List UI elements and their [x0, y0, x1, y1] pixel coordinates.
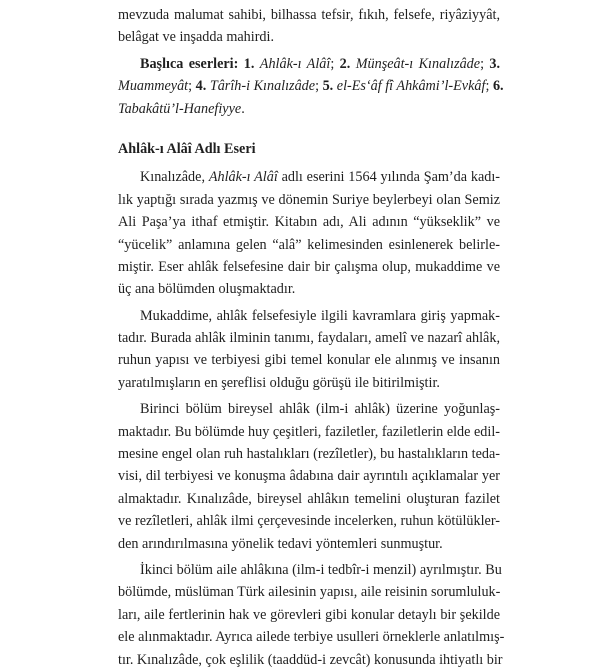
work-title: el-Es‘âf fî Ahkâmi’l-Evkâf	[336, 78, 486, 95]
paragraph-line: ları, aile fertlerinin hak ve görevleri gibi konular detaylı bir şekilde	[118, 606, 500, 623]
paragraph-line: Kınalızâde, Ahlâk-ı Alâî adlı eserini 1564 yılında Şam’da kadı-	[140, 169, 501, 186]
works-line: Muammeyât; 4. Târîh-i Kınalızâde; 5. el-Es‘âf fî Ahkâmi’l-Evkâf; 6.	[118, 78, 504, 95]
intro-line: mevzuda malumat sahibi, bilhassa tefsir, fıkıh, felsefe, riyâziyyât,	[118, 7, 500, 23]
work-title: Ahlâk-ı Alâî	[259, 55, 331, 72]
work-title: Tabakâtü’l-Hanefiyye	[118, 100, 242, 117]
intro-line: belâgat ve inşadda mahirdi.	[118, 29, 275, 46]
paragraph-line: mesine engel olan ruh hastalıkları (rezîletler), bu hastalıkların teda-	[118, 446, 500, 463]
works-label: Başlıca eserleri:	[140, 55, 239, 72]
paragraph-line: İkinci bölüm aile ahlâkına (ilm-i tedbîr-i menzil) ayrılmıştır. Bu	[140, 561, 502, 578]
paragraph-line: den arındırılmasına yönelik tedavi yöntemleri sunmuştur.	[118, 535, 443, 552]
paragraph-line: lık yaptığı sırada yazmış ve dönemin Suriye beylerbeyi olan Semiz	[118, 191, 500, 208]
paragraph-line: miştir. Eser ahlâk felsefesine dair bir çalışma olup, mukaddime ve	[118, 258, 500, 275]
work-title: Târîh-i Kınalızâde	[209, 78, 316, 95]
paragraph-line: ele alınmaktadır. Ayrıca ailede terbiye usulleri örneklerle anlatılmış-	[118, 629, 505, 646]
paragraph-line: tadır. Burada ahlâk ilminin tanımı, faydaları, amelî ve nazarî ahlâk,	[118, 330, 500, 347]
work-title: Muammeyât	[118, 78, 189, 95]
paragraph-line: almaktadır. Kınalızâde, bireysel ahlâkın temelini oluşturan fazilet	[118, 490, 500, 507]
section-heading: Ahlâk-ı Alâî Adlı Eseri	[118, 140, 256, 157]
works-line: Başlıca eserleri: 1. Ahlâk-ı Alâî; 2. Münşeât-ı Kınalızâde; 3.	[140, 55, 501, 72]
paragraph-line: Birinci bölüm bireysel ahlâk (ilm-i ahlâk) üzerine yoğunlaş-	[140, 401, 500, 418]
paragraph-line: tır. Kınalızâde, çok eşlilik (taaddüd-i zevcât) konusunda ihtiyatlı bir	[118, 651, 503, 668]
paragraph-line: ruhun yapısı ve terbiyesi gibi temel konular ele alınmış ve insanın	[118, 352, 500, 369]
paragraph-line: yaratılmışların en şereflisi olduğu görüşü ile bitirilmiştir.	[118, 374, 440, 391]
paragraph-line: üç ana bölümden oluşmaktadır.	[118, 281, 296, 298]
works-line: Tabakâtü’l-Hanefiyye.	[118, 100, 245, 117]
paragraph-line: maktadır. Bu bölümde huy çeşitleri, faziletler, faziletlerin elde edil-	[118, 423, 500, 440]
paragraph-line: visi, dil terbiyesi ve konuşma âdabına dair ayrıntılı açıklamalar yer	[118, 468, 500, 485]
paragraph-line: “yücelik” anlamına gelen “alâ” kelimesinden esinlenerek belirle-	[118, 236, 500, 253]
paragraph-line: Ali Paşa’ya ithaf etmiştir. Kitabın adı, Ali adının “yükseklik” ve	[118, 214, 500, 231]
book-title: Ahlâk-ı Alâî	[208, 169, 278, 186]
paragraph-line: bölümde, müslüman Türk ailesinin yapısı, aile reisinin sorumluluk-	[118, 584, 501, 601]
text-column	[118, 4, 505, 671]
paragraph-line: Mukaddime, ahlâk felsefesiyle ilgili kavramlara giriş yapmak-	[140, 307, 500, 324]
paragraph-line: ve rezîletleri, ahlâk ilmi çerçevesinde incelerken, ruhun kötülükler-	[118, 513, 500, 530]
work-title: Münşeât-ı Kınalızâde	[355, 55, 481, 72]
